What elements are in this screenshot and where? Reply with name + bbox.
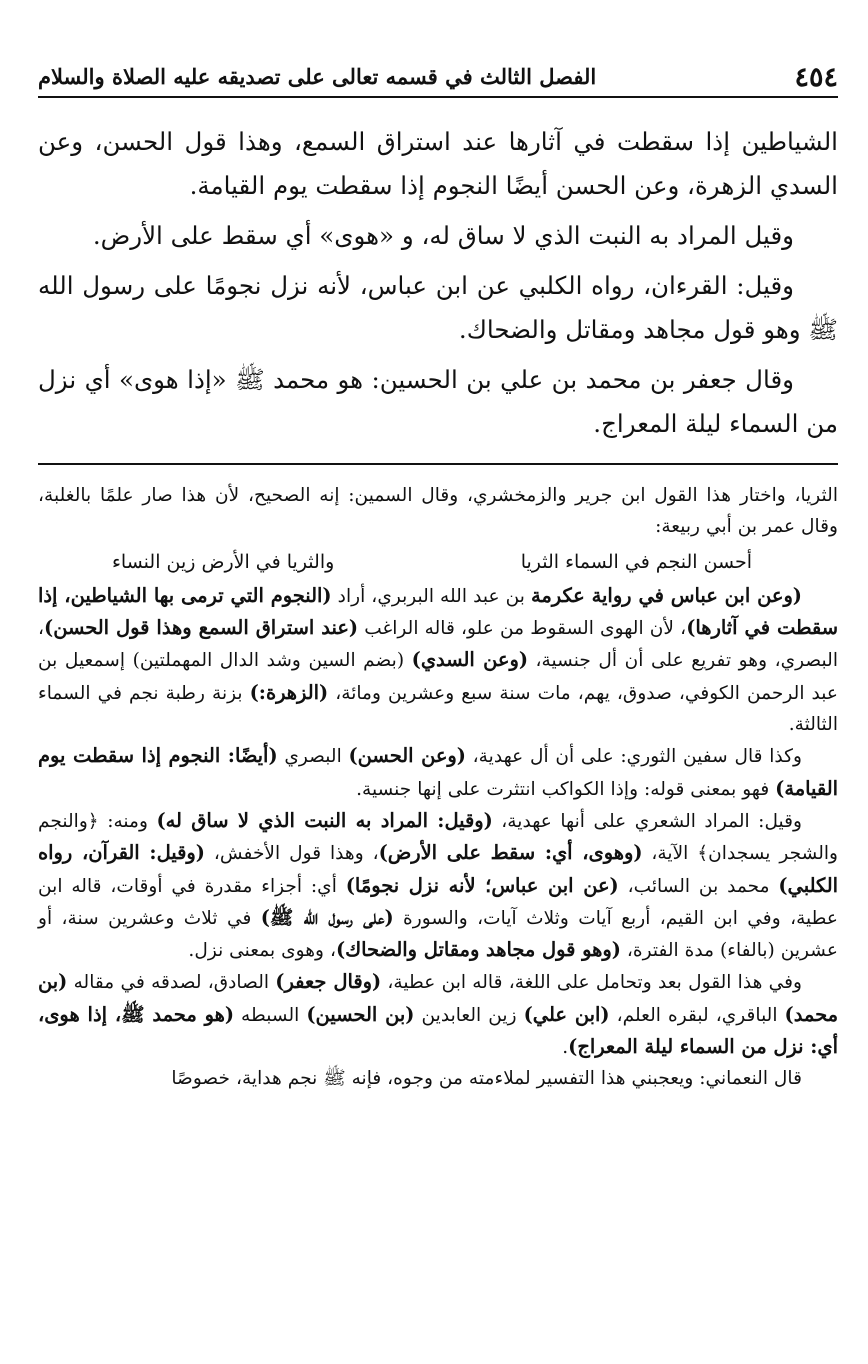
commentary-text: وفي هذا القول بعد وتحامل على اللغة، قاله ابن عطية، — [381, 972, 802, 994]
commentary-text: . — [562, 1037, 569, 1059]
quoted-text: (وعن الحسن) — [348, 744, 466, 768]
commentary-text: أي: أجزاء مقدرة في أوقات، قاله ابن عطية، وفي ابن القيم، أربع آيات وثلاث آيات، والسورة — [38, 875, 839, 929]
quoted-text: (وقيل: المراد به النبت الذي لا ساق له) — [156, 808, 493, 832]
commentary-text: ومنه: ﴿والنجم والشجر يسجدان﴾ الآية، — [38, 810, 839, 865]
commentary-text: بن عبد الله البربري، أراد — [331, 585, 531, 607]
commentary-paragraph — [38, 740, 838, 805]
commentary-text: الباقري، لبقره العلم، — [609, 1004, 785, 1026]
commentary-paragraph — [38, 966, 838, 1063]
quoted-text: (أيضًا: النجوم إذا سقطت يوم القيامة) — [38, 744, 838, 800]
main-text — [38, 120, 838, 452]
verse-second-hemistich: والثريا في الأرض زين النساء — [112, 550, 335, 573]
commentary-text: ، لأن الهوى السقوط من علو، قاله الراغب — [358, 618, 687, 640]
quoted-text: (وعن السدي) — [411, 648, 529, 672]
commentary-text: الصادق، لصدقه في مقاله — [67, 972, 276, 994]
running-header — [38, 56, 838, 98]
commentary-text: ، البصري، وهو تفريع على أن أل جنسية، — [38, 618, 838, 672]
commentary-text: بزنة رطبة نجم في السماء الثالثة. — [38, 682, 838, 736]
main-paragraph: وقال جعفر بن محمد بن علي بن الحسين: هو محمد ﷺ «إذا هوى» أي نزل من السماء ليلة المعراج. — [38, 365, 838, 438]
commentary-paragraph — [38, 805, 838, 966]
quoted-text: (عند استراق السمع وهذا قول الحسن) — [44, 616, 359, 640]
chapter-title: الفصل الثالث في قسمه تعالى على تصديقه عليه الصلاة والسلام — [38, 64, 597, 89]
page-number: ٤٥٤ — [794, 62, 838, 93]
quoted-text: (وقال جعفر) — [275, 970, 382, 994]
quoted-text: (النجوم التي ترمى بها الشياطين، إذا سقطت في آثارها) — [38, 583, 838, 640]
footnote-divider — [38, 463, 838, 465]
main-paragraph: وقيل المراد به النبت الذي لا ساق له، و «هوى» أي سقط على الأرض. — [92, 221, 794, 250]
quoted-text: (بن محمد) — [38, 970, 839, 1026]
commentary-text: ، وهذا قول الأخفش، — [204, 843, 379, 865]
commentary-text: ، وهوى بمعنى نزل. — [188, 940, 336, 962]
quoted-text: (بن الحسين) — [306, 1002, 415, 1026]
quoted-text: (وهوى، أي: سقط على الأرض) — [378, 841, 643, 865]
commentary-text: في ثلاث وعشرين سنة، أو عشرين (بالفاء) مدة الفترة، — [38, 907, 838, 962]
commentary-text: وقيل: المراد الشعري على أنها عهدية، — [492, 810, 803, 832]
quoted-text: (ابن علي) — [523, 1002, 610, 1026]
quoted-text: (وهو قول مجاهد ومقاتل والضحاك) — [335, 938, 621, 962]
commentary — [38, 480, 838, 1095]
commentary-paragraph: الثريا، واختار هذا القول ابن جرير والزمخشري، وقال السمين: إنه الصحيح، لأن هذا صار علمًا بالغلبة، وقال عمر بن أبي ربيعة: — [38, 485, 838, 538]
commentary-text: (بضم السين وشد الدال المهملتين) إسمعيل بن عبد الرحمن الكوفي، صدوق، يهم، مات سنة سبع وعشرين ومائة، — [38, 650, 838, 704]
main-paragraph: الشياطين إذا سقطت في آثارها عند استراق السمع، وهذا قول الحسن، وعن السدي الزهرة، وعن الحسن أيضًا النجوم إذا سقطت يوم القيامة. — [38, 127, 838, 200]
quoted-text: (الزهرة:) — [249, 680, 329, 704]
quoted-text: (عن ابن عباس؛ لأنه نزل نجومًا) — [345, 873, 619, 897]
commentary-text: زين العابدين — [414, 1004, 524, 1026]
commentary-text: محمد بن السائب، — [618, 875, 779, 897]
verse-first-hemistich: أحسن النجم في السماء الثريا — [520, 550, 752, 573]
quoted-text: (هو محمد ﷺ، إذا هوى، أي: نزل من السماء ليلة المعراج) — [38, 1002, 838, 1059]
commentary-paragraph — [38, 580, 838, 740]
commentary-text: البصري — [277, 746, 349, 768]
quoted-text: (وقيل: القرآن، رواه الكلبي) — [38, 841, 838, 897]
main-paragraph: وقيل: القرءان، رواه الكلبي عن ابن عباس، لأنه نزل نجومًا على رسول الله ﷺ وهو قول مجاهد ومقاتل والضحاك. — [38, 271, 838, 344]
commentary-text: فهو بمعنى قوله: وإذا الكواكب انتثرت على إنها جنسية. — [356, 778, 776, 800]
poetry-verse — [112, 547, 752, 578]
commentary-text: وكذا قال سفين الثوري: على أن أل عهدية، — [465, 746, 802, 768]
quoted-text: (على رسول الله ﷺ) — [260, 905, 394, 929]
commentary-paragraph: قال النعماني: ويعجبني هذا التفسير لملاءمته من وجوه، فإنه ﷺ نجم هداية، خصوصًا — [171, 1068, 802, 1090]
commentary-text: السبطه — [234, 1004, 307, 1026]
quoted-text: (وعن ابن عباس في رواية عكرمة — [530, 583, 802, 607]
